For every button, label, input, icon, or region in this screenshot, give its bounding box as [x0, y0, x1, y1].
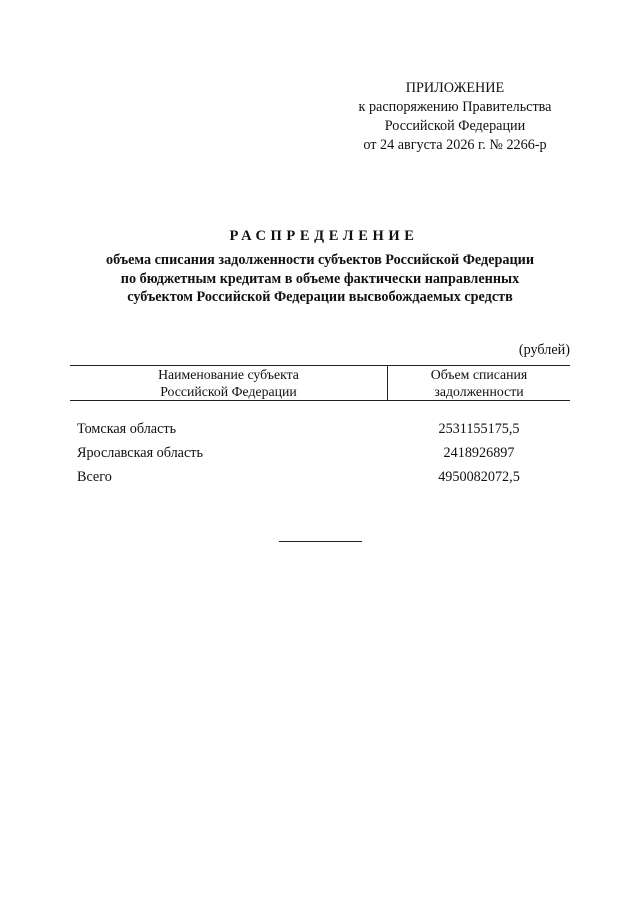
total-row — [70, 465, 570, 489]
units-label: (рублей) — [518, 342, 570, 358]
total-amount-cell: 4950082072,5 — [438, 468, 520, 485]
region-name-cell: Томская область — [77, 420, 177, 437]
header-writeoff-amount — [388, 366, 570, 400]
header-region-name — [70, 366, 388, 400]
header-text: задолженности — [434, 383, 524, 399]
appendix-date-number: от 24 августа 2026 г. № 2266-р — [363, 137, 547, 153]
subtitle-line: по бюджетным кредитам в объеме фактически направленных — [120, 270, 520, 287]
header-text: Наименование субъекта — [158, 367, 299, 382]
header-text: Объем списания — [430, 367, 528, 382]
appendix-line: к распоряжению Правительства — [358, 99, 552, 115]
header-text: Российской Федерации — [160, 383, 297, 399]
table-row — [70, 417, 570, 441]
distribution-table — [70, 365, 570, 489]
amount-cell: 2418926897 — [443, 444, 515, 461]
table-header — [70, 365, 570, 401]
document-title: РАСПРЕДЕЛЕНИЕ — [229, 228, 419, 244]
total-label-cell: Всего — [77, 468, 112, 485]
appendix-title: ПРИЛОЖЕНИЕ — [405, 80, 505, 96]
subtitle-line: субъектом Российской Федерации высвобождаемых средств — [127, 289, 513, 305]
appendix-line: Российской Федерации — [384, 118, 526, 134]
table-row — [70, 441, 570, 465]
amount-cell: 2531155175,5 — [438, 420, 520, 437]
subtitle-line: объема списания задолженности субъектов Российской Федерации — [105, 252, 534, 268]
document-subtitle — [60, 251, 580, 307]
region-name-cell: Ярославская область — [77, 444, 203, 461]
appendix-block — [340, 79, 570, 155]
table-body — [70, 401, 570, 489]
closing-separator-line — [279, 541, 362, 542]
